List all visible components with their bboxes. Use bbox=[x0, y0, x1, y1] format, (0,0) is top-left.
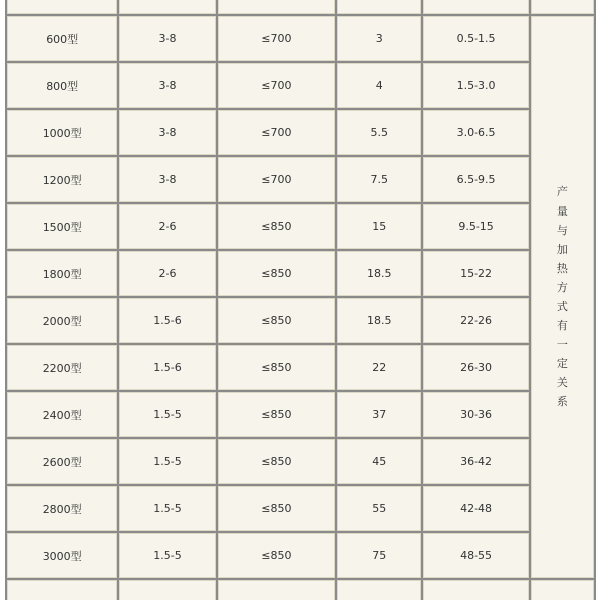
table-cell bbox=[337, 0, 421, 14]
table-cell: ≤700 bbox=[218, 110, 335, 155]
spec-table-body bbox=[7, 0, 594, 600]
table-cell: 1000型 bbox=[7, 110, 117, 155]
table-cell: ≤850 bbox=[218, 439, 335, 484]
table-cell: 6.5-9.5 bbox=[423, 157, 528, 202]
note-char: 一 bbox=[556, 338, 568, 352]
table-row bbox=[7, 580, 594, 600]
table-cell: 5.5 bbox=[337, 110, 421, 155]
table-row bbox=[7, 533, 594, 578]
table-cell: ≤850 bbox=[218, 486, 335, 531]
table-cell: ≤850 bbox=[218, 298, 335, 343]
table-cell: 800型 bbox=[7, 63, 117, 108]
table-cell: ≤850 bbox=[218, 392, 335, 437]
table-row bbox=[7, 110, 594, 155]
table-cell: 2-6 bbox=[119, 251, 215, 296]
table-cell: 45 bbox=[337, 439, 421, 484]
table-cell: ≤700 bbox=[218, 157, 335, 202]
table-cell: 22 bbox=[337, 345, 421, 390]
table-cell bbox=[531, 0, 594, 14]
table-row bbox=[7, 63, 594, 108]
table-row bbox=[7, 439, 594, 484]
table-cell: 600型 bbox=[7, 16, 117, 61]
table-cell: 2800型 bbox=[7, 486, 117, 531]
table-cell: 2600型 bbox=[7, 439, 117, 484]
table-cell: 1.5-5 bbox=[119, 439, 215, 484]
table-cell: 3000型 bbox=[7, 533, 117, 578]
note-char: 有 bbox=[556, 319, 568, 333]
table-cell: ≤850 bbox=[218, 533, 335, 578]
table-row bbox=[7, 157, 594, 202]
table-cell: ≤850 bbox=[218, 345, 335, 390]
table-cell bbox=[7, 0, 117, 14]
table-cell: 1.5-5 bbox=[119, 486, 215, 531]
table-cell: 1.5-6 bbox=[119, 298, 215, 343]
table-cell: 1.5-5 bbox=[119, 533, 215, 578]
table-cell: 3 bbox=[337, 16, 421, 61]
table-cell bbox=[423, 580, 528, 600]
table-cell: 36-42 bbox=[423, 439, 528, 484]
table-cell: 42-48 bbox=[423, 486, 528, 531]
table-cell: 37 bbox=[337, 392, 421, 437]
table-cell bbox=[119, 0, 215, 14]
table-cell: 30-36 bbox=[423, 392, 528, 437]
table-cell: 18.5 bbox=[337, 251, 421, 296]
table-row bbox=[7, 345, 594, 390]
note-char: 与 bbox=[556, 223, 568, 237]
table-cell: 3-8 bbox=[119, 157, 215, 202]
table-cell: 18.5 bbox=[337, 298, 421, 343]
table-cell: 3.0-6.5 bbox=[423, 110, 528, 155]
table-cell bbox=[218, 580, 335, 600]
table-cell: 55 bbox=[337, 486, 421, 531]
table-cell: 75 bbox=[337, 533, 421, 578]
table-row bbox=[7, 486, 594, 531]
note-char: 定 bbox=[556, 357, 568, 371]
table-cell: 3-8 bbox=[119, 63, 215, 108]
note-char: 量 bbox=[556, 204, 568, 218]
table-cell: 2400型 bbox=[7, 392, 117, 437]
table-cell: 48-55 bbox=[423, 533, 528, 578]
table-cell bbox=[7, 580, 117, 600]
table-cell: 26-30 bbox=[423, 345, 528, 390]
table-cell: ≤700 bbox=[218, 16, 335, 61]
table-row bbox=[7, 298, 594, 343]
note-char: 系 bbox=[556, 395, 568, 409]
note-char: 式 bbox=[556, 300, 568, 313]
table-cell: ≤850 bbox=[218, 204, 335, 249]
note-char: 方 bbox=[556, 280, 568, 294]
table-cell: 3-8 bbox=[119, 110, 215, 155]
table-cell: ≤850 bbox=[218, 251, 335, 296]
table-cell: 1800型 bbox=[7, 251, 117, 296]
table-cell: 1.5-3.0 bbox=[423, 63, 528, 108]
note-char: 加 bbox=[556, 242, 568, 256]
table-cell: 22-26 bbox=[423, 298, 528, 343]
table-cell: 1.5-6 bbox=[119, 345, 215, 390]
table-cell: 9.5-15 bbox=[423, 204, 528, 249]
table-row bbox=[7, 16, 594, 61]
table-cell bbox=[423, 0, 528, 14]
table-cell bbox=[218, 0, 335, 14]
spec-table bbox=[5, 0, 596, 600]
table-cell: 7.5 bbox=[337, 157, 421, 202]
table-cell: 2000型 bbox=[7, 298, 117, 343]
table-cell: 2200型 bbox=[7, 345, 117, 390]
table-cell: 15-22 bbox=[423, 251, 528, 296]
table-row bbox=[7, 204, 594, 249]
table-cell: 3-8 bbox=[119, 16, 215, 61]
note-char: 热 bbox=[556, 261, 568, 275]
table-cell: 1.5-5 bbox=[119, 392, 215, 437]
table-row bbox=[7, 0, 594, 14]
production-note-cell bbox=[531, 16, 594, 578]
table-cell: 2-6 bbox=[119, 204, 215, 249]
table-cell: 15 bbox=[337, 204, 421, 249]
table-cell: 4 bbox=[337, 63, 421, 108]
table-cell: 0.5-1.5 bbox=[423, 16, 528, 61]
note-char: 关 bbox=[556, 376, 568, 390]
table-cell bbox=[119, 580, 215, 600]
table-cell: ≤700 bbox=[218, 63, 335, 108]
table-cell: 1500型 bbox=[7, 204, 117, 249]
table-cell bbox=[531, 580, 594, 600]
table-cell: 1200型 bbox=[7, 157, 117, 202]
table-cell bbox=[337, 580, 421, 600]
table-row bbox=[7, 392, 594, 437]
note-char: 产 bbox=[556, 185, 568, 199]
table-row bbox=[7, 251, 594, 296]
